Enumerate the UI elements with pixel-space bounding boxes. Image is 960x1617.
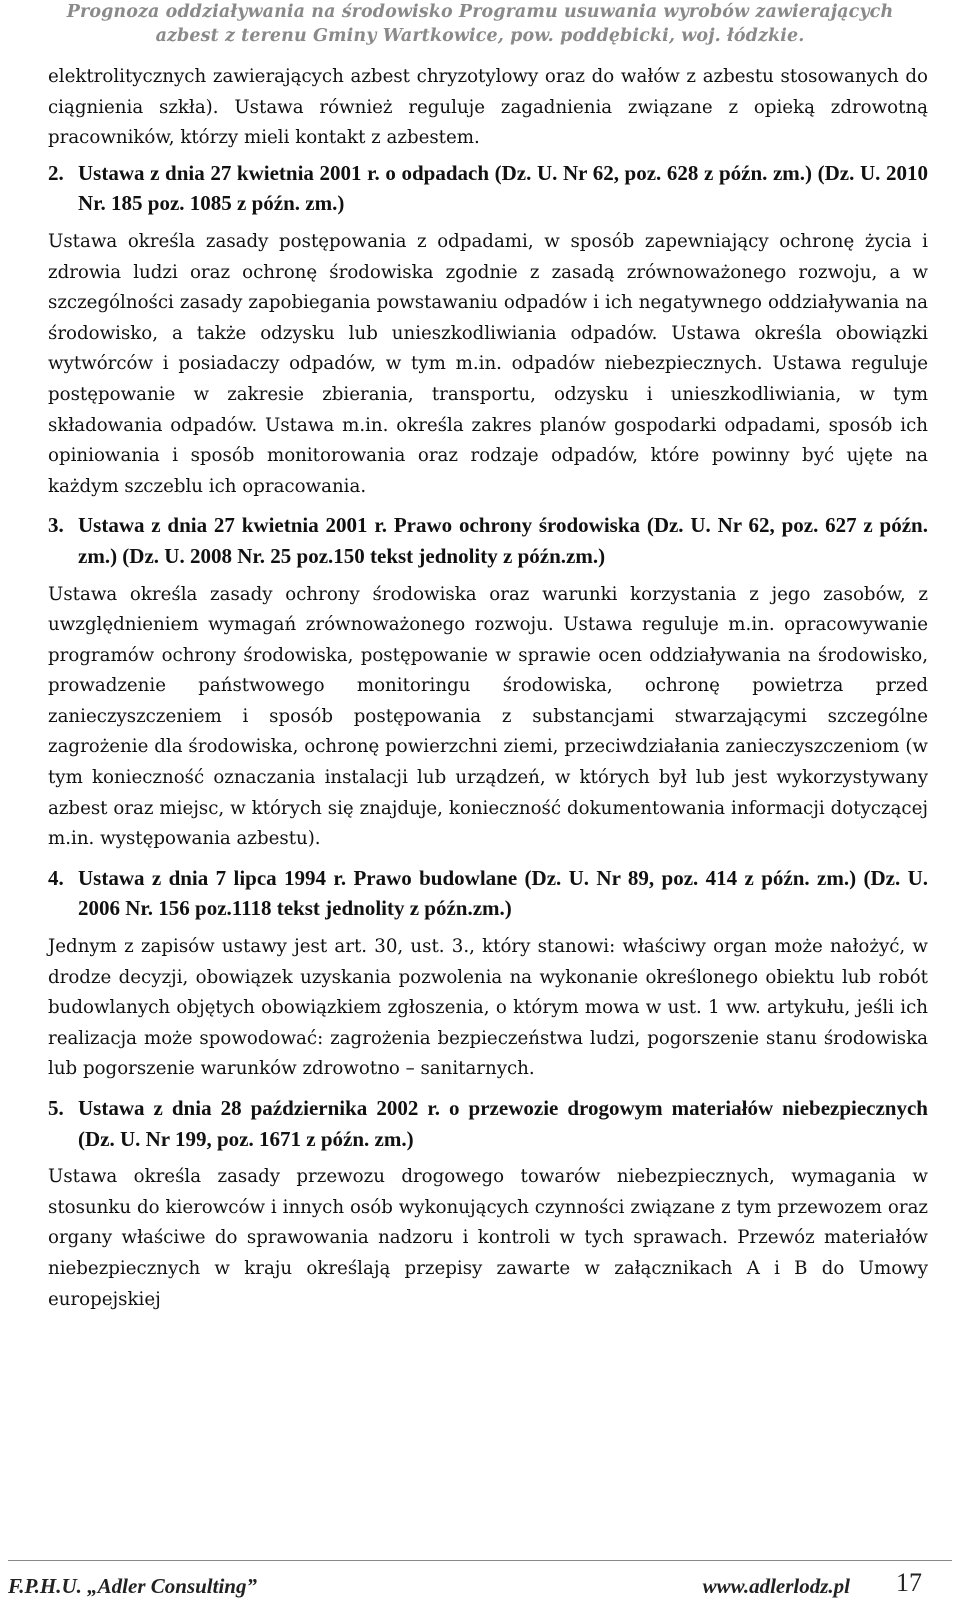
header-line-2: azbest z terenu Gminy Wartkowice, pow. poddębicki, woj. łódzkie. <box>155 26 805 46</box>
section-title: Ustawa z dnia 28 października 2002 r. o przewozie drogowym materiałów niebezpiecznych (Dz. U. Nr 199, poz. 1671 z późn. zm.) <box>78 1096 928 1151</box>
section-body-3: Ustawa określa zasady ochrony środowiska oraz warunki korzystania z jego zasobów, z uwzględnieniem wymagań zrównoważonego rozwoju. Ustawa reguluje m.in. opracowywanie programów ochrony środowiska, postępowanie w sprawie ocen oddziaływania na środowisko, prowadzenie państwowego monitoringu środowiska, ochronę powietrza przed zanieczyszczeniem i sposób postępowania z substancjami stwarzającymi szczególne zagrożenie dla środowiska, ochronę powierzchni ziemi, przeciwdziałania zanieczyszczeniom (w tym konieczność oznaczania instalacji lub urządzeń, w których był lub jest wykorzystywany azbest oraz miejsc, w których się znajduje, konieczność dokumentowania informacji dotyczącej m.in. występowania azbestu). <box>48 583 928 850</box>
section-title: Ustawa z dnia 27 kwietnia 2001 r. o odpadach (Dz. U. Nr 62, poz. 628 z późn. zm.) (Dz. U. 2010 Nr. 185 poz. 1085 z późn. zm.) <box>78 160 928 216</box>
section-title: Ustawa z dnia 27 kwietnia 2001 r. Prawo ochrony środowiska (Dz. U. Nr 62, poz. 627 z późn. zm.) (Dz. U. 2008 Nr. 25 poz.150 tekst jednolity z późn.zm.) <box>78 513 928 568</box>
page-footer <box>0 1560 960 1617</box>
footer-company: F.P.H.U. „Adler Consulting” <box>8 1574 257 1598</box>
section-body-2: Ustawa określa zasady postępowania z odpadami, w sposób zapewniający ochronę życia i zdrowia ludzi oraz ochronę środowiska zgodnie z zasadą zrównoważonego rozwoju, a w szczególności zasady zapobiegania powstawaniu odpadów i ich negatywnego oddziaływania na środowisko, a także odzysku lub unieszkodliwiania odpadów. Ustawa określa obowiązki wytwórców i posiadaczy odpadów, w tym m.in. odpadów niebezpiecznych. Ustawa reguluje postępowanie w zakresie zbierania, transportu, odzysku i unieszkodliwiania, w tym składowania odpadów. Ustawa m.in. określa zakres planów gospodarki odpadami, sposób ich opiniowania i sposób monitorowania oraz rodzaje odpadów, które powinny być ujęte na każdym szczeblu ich opracowania. <box>48 230 928 497</box>
section-body-4: Jednym z zapisów ustawy jest art. 30, ust. 3., który stanowi: właściwy organ może nałożyć, w drodze decyzji, obowiązek uzyskania pozwolenia na wykonanie określonego obiektu lub robót budowlanych objętych obowiązkiem zgłoszenia, o którym mowa w ust. 1 ww. artykułu, jeśli ich realizacja może spowodować: zagrożenia bezpieczeństwa ludzi, pogorszenie stanu środowiska lub pogorszenie warunków zdrowotno – sanitarnych. <box>48 936 928 1080</box>
section-body-5: Ustawa określa zasady przewozu drogowego towarów niebezpiecznych, wymagania w stosunku do kierowców i innych osób wykonujących czynności związane z tym przewozem oraz organy właściwe do sprawowania nadzoru i kontroli w tych sprawach. Przewóz materiałów niebezpiecznych w kraju określają przepisy zawarte w załącznikach A i B do Umowy europejskiej <box>48 1166 928 1310</box>
section-number: 3. <box>48 513 64 538</box>
document-body <box>48 62 928 1315</box>
intro-paragraph: elektrolitycznych zawierających azbest chryzotylowy oraz do wałów z azbestu stosowanych do ciągnienia szkła). Ustawa również reguluje zagadnienia związane z opieką zdrowotną pracowników, którzy mieli kontakt z azbestem. <box>48 66 928 149</box>
section-heading-2 <box>48 158 928 219</box>
header-line-1: Prognoza oddziaływania na środowisko Programu usuwania wyrobów zawierających <box>66 2 894 22</box>
footer-divider <box>8 1560 952 1561</box>
footer-website[interactable]: www.adlerlodz.pl <box>702 1574 850 1598</box>
section-number: 2. <box>48 160 64 185</box>
section-heading-3 <box>48 510 928 571</box>
section-heading-4 <box>48 863 928 924</box>
running-header <box>40 0 920 52</box>
section-heading-5 <box>48 1093 928 1154</box>
page-number: 17 <box>896 1568 922 1597</box>
section-title: Ustawa z dnia 7 lipca 1994 r. Prawo budowlane (Dz. U. Nr 89, poz. 414 z późn. zm.) (Dz. U. 2006 Nr. 156 poz.1118 tekst jednolity z późn.zm.) <box>78 865 928 921</box>
section-number: 5. <box>48 1096 64 1120</box>
section-number: 4. <box>48 865 64 890</box>
